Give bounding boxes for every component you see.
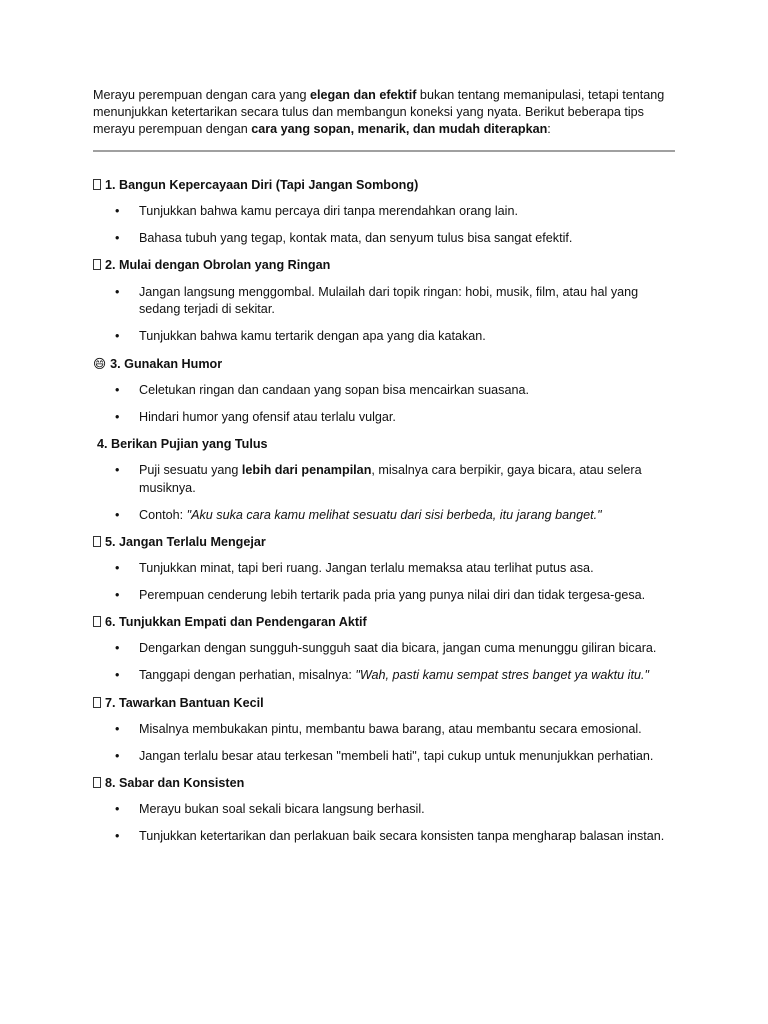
bullet-bold-text: lebih dari penampilan [241,463,372,478]
bullet-text: Perempuan cenderung lebih tertarik pada pria yang punya nilai diri dan tidak tergesa-gesa. [139,588,646,602]
missing-glyph-icon [93,777,101,788]
intro-bold-2: cara yang sopan, menarik, dan mudah diterapkan [251,122,548,137]
bullet-text: Tunjukkan bahwa kamu percaya diri tanpa merendahkan orang lain. [139,204,518,219]
bullet-item [139,230,683,247]
tip-section [93,614,683,684]
smiley-icon: 😄 [93,355,107,371]
bullet-item [139,203,683,220]
tip-section [93,534,683,604]
bullet-text: Tunjukkan minat, tapi beri ruang. Jangan terlalu memaksa atau terlihat putus asa. [139,560,594,575]
section-title-text: 3. Gunakan Humor [110,356,223,371]
bullet-item [139,801,683,818]
bullet-list [93,801,683,845]
intro-text-1: Merayu perempuan dengan cara yang [93,88,311,102]
missing-glyph-icon [93,616,101,627]
tip-section [93,695,683,765]
bullet-text: Celetukan ringan dan candaan yang sopan bisa mencairkan suasana. [139,383,529,397]
tips-list [93,177,683,855]
bullet-list [93,462,683,523]
bullet-text: Merayu bukan soal sekali bicara langsung berhasil. [139,802,425,816]
bullet-text: Hindari humor yang ofensif atau terlalu vulgar. [139,410,396,425]
missing-glyph-icon [93,536,101,547]
missing-glyph-icon [93,259,101,270]
intro-bold-1: elegan dan efektif [310,88,417,102]
bullet-list [93,203,683,247]
bullet-list [93,284,683,345]
bullet-item [139,828,683,845]
bullet-item [139,721,683,738]
section-title [93,614,683,631]
bullet-item [139,409,683,426]
bullet-text: Puji sesuatu yang [139,463,242,478]
bullet-text: Tunjukkan bahwa kamu tertarik dengan apa yang dia katakan. [139,328,486,343]
bullet-text: Misalnya membukakan pintu, membantu bawa barang, atau membantu secara emosional. [139,721,642,736]
bullet-item [139,328,683,345]
section-title-text: 8. Sabar dan Konsisten [105,775,245,790]
bullet-item [139,462,683,496]
tip-section [93,257,683,345]
bullet-list [93,382,683,426]
bullet-item [139,748,683,765]
section-title-text: 6. Tunjukkan Empati dan Pendengaran Aktif [105,615,367,630]
tip-section [93,177,683,247]
intro-paragraph [93,87,673,138]
section-title-text: 4. Berikan Pujian yang Tulus [97,437,268,452]
section-title [93,257,683,274]
bullet-text: Dengarkan dengan sungguh-sungguh saat dia bicara, jangan cuma menunggu giliran bicara. [139,641,657,656]
tip-section [93,355,683,426]
intro-text-3: : [547,122,551,137]
bullet-text: Tunjukkan ketertarikan dan perlakuan baik secara konsisten tanpa mengharap balasan instan. [139,829,665,844]
missing-glyph-icon [93,179,101,190]
bullet-item [139,667,683,684]
bullet-list [93,721,683,765]
bullet-text: Jangan terlalu besar atau terkesan "membeli hati", tapi cukup untuk menunjukkan perhatian. [139,748,654,763]
section-title-text: 2. Mulai dengan Obrolan yang Ringan [105,258,331,273]
section-title-text: 5. Jangan Terlalu Mengejar [105,534,266,549]
bullet-text: Bahasa tubuh yang tegap, kontak mata, dan senyum tulus bisa sangat efektif. [139,231,573,246]
horizontal-divider [93,150,675,152]
bullet-text: Tanggapi dengan perhatian, misalnya: [139,668,356,683]
tip-section [93,775,683,845]
bullet-list [93,560,683,604]
bullet-item [139,382,683,399]
section-title [93,436,683,453]
bullet-item [139,560,683,577]
bullet-italic-quote: "Aku suka cara kamu melihat sesuatu dari sisi berbeda, itu jarang banget." [186,507,602,522]
bullet-text: Contoh: [139,507,187,522]
bullet-italic-quote: "Wah, pasti kamu sempat stres banget ya waktu itu." [355,668,649,683]
section-title [93,355,683,373]
section-title [93,177,683,194]
section-title-text: 1. Bangun Kepercayaan Diri (Tapi Jangan Sombong) [105,178,419,192]
section-title [93,695,683,712]
intro-text-2: bukan tentang memanipulasi, tetapi tentang menunjukkan ketertarikan secara tulus dan membangun koneksi yang nyata. Berikut beberapa tips merayu perempuan dengan [93,88,665,137]
section-title [93,775,683,792]
section-title-text: 7. Tawarkan Bantuan Kecil [105,695,264,710]
bullet-list [93,640,683,684]
bullet-item [139,587,683,604]
missing-glyph-icon [93,697,101,708]
bullet-text: , misalnya cara berpikir, gaya bicara, atau selera musiknya. [139,463,642,495]
section-title [93,534,683,551]
bullet-item [139,507,683,524]
bullet-item [139,284,683,318]
tip-section [93,436,683,524]
bullet-item [139,640,683,657]
bullet-text: Jangan langsung menggombal. Mulailah dari topik ringan: hobi, musik, film, atau hal yang sedang terjadi di sekitar. [139,284,639,316]
